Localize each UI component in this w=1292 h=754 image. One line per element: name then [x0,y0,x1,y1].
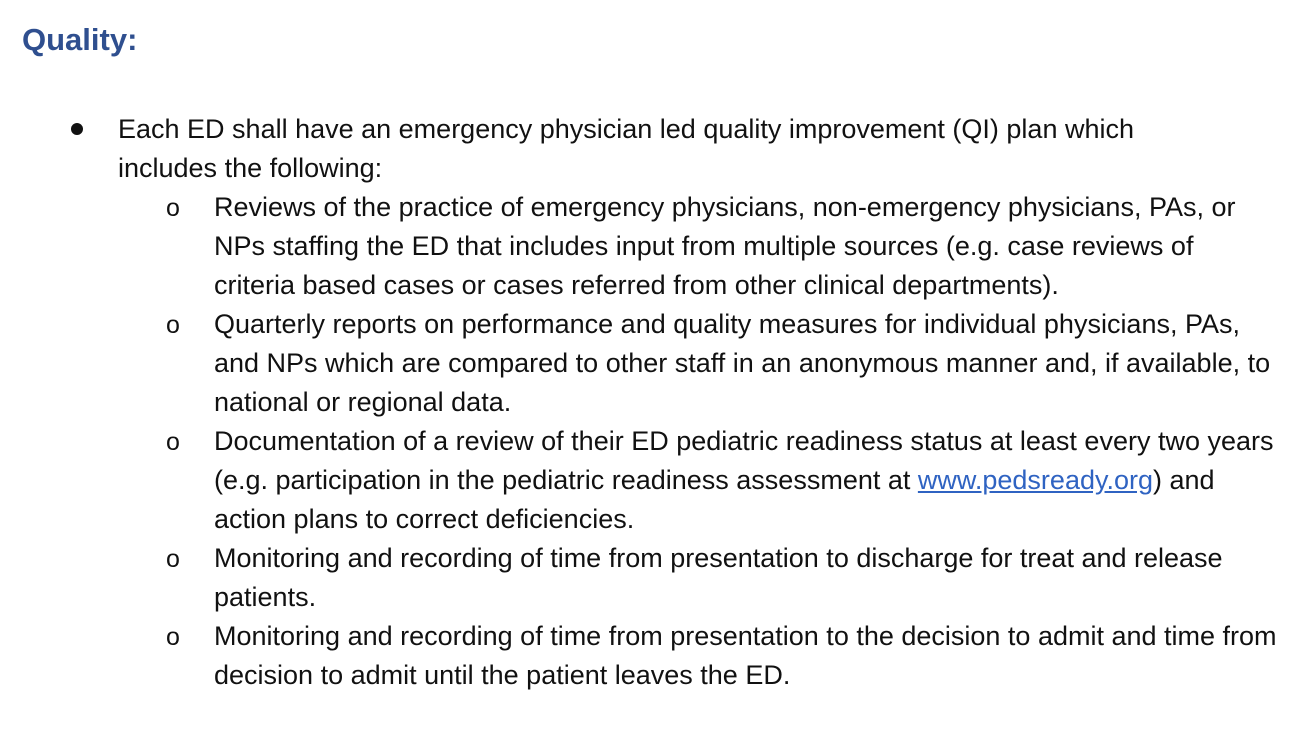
pedsready-link[interactable]: www.pedsready.org [917,465,1153,495]
text-before-link: Documentation of a review of their ED pediatric readiness status at least every two years (e.g. participation in the pediatric readiness assessment at [214,426,1274,495]
sub-list-item [118,188,1292,305]
circle-bullet-icon: o [166,545,180,573]
quality-requirements-list [0,110,1292,695]
list-item-text: Each ED shall have an emergency physician led quality improvement (QI) plan which includes the following: [118,114,1134,183]
circle-bullet-icon: o [166,311,180,339]
sub-list-item-text: Monitoring and recording of time from presentation to the decision to admit and time from decision to admit until the patient leaves the ED. [214,621,1277,690]
section-heading: Quality: [22,22,138,57]
circle-bullet-icon: o [166,194,180,222]
bullet-icon [71,123,83,135]
list-item [0,110,1292,695]
text-after-link: ) and action plans to correct deficiencies. [214,465,1215,534]
sub-list-item-text: Monitoring and recording of time from presentation to discharge for treat and release patients. [214,543,1223,612]
sub-list-item [118,617,1292,695]
sub-list-item [118,422,1292,539]
sub-list-item-text: Reviews of the practice of emergency physicians, non-emergency physicians, PAs, or NPs staffing the ED that includes input from multiple sources (e.g. case reviews of criteria based cases or cases referred from other clinical departments). [214,192,1236,300]
circle-bullet-icon: o [166,428,180,456]
sub-list-item-text [214,422,1279,539]
sub-list-item-text: Quarterly reports on performance and quality measures for individual physicians, PAs, and NPs which are compared to other staff in an anonymous manner and, if available, to national or regional data. [214,309,1271,417]
sub-list-item [118,305,1292,422]
qi-plan-components-list [118,188,1292,695]
sub-list-item [118,539,1292,617]
circle-bullet-icon: o [166,623,180,651]
